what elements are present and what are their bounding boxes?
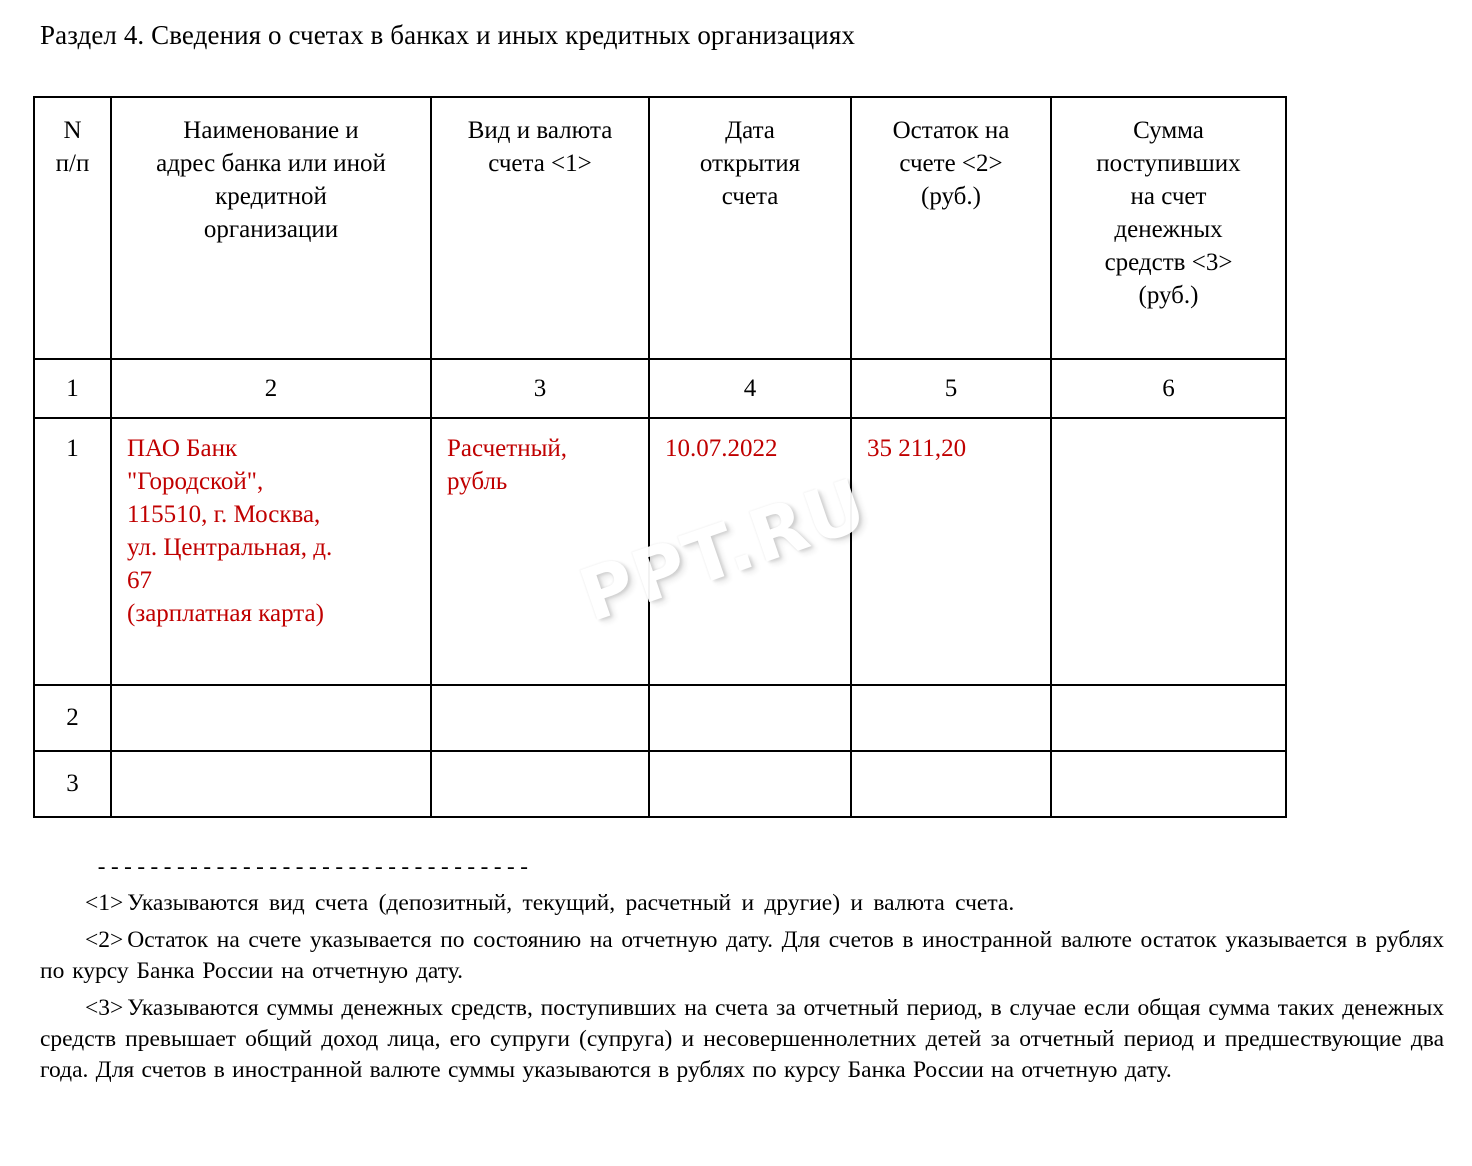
row-date-value	[650, 686, 850, 699]
header-balance-line: счете <2>	[899, 150, 1003, 177]
row-bank-cell[interactable]	[111, 418, 431, 685]
column-number-5: 5	[851, 359, 1051, 418]
cell-text-line: 115510, г. Москва,	[127, 501, 321, 528]
row-bank-cell[interactable]	[111, 751, 431, 817]
row-bank-cell[interactable]	[111, 685, 431, 751]
column-number-6: 6	[1051, 359, 1286, 418]
header-number-lines	[35, 98, 110, 180]
row-income-cell[interactable]	[1051, 685, 1286, 751]
table-column-numbers-row	[34, 359, 1286, 418]
header-income-line: (руб.)	[1138, 282, 1199, 309]
row-kind-value	[432, 686, 648, 699]
cell-text-line: Расчетный,	[447, 435, 567, 462]
row-income-cell[interactable]	[1051, 751, 1286, 817]
row-balance-cell[interactable]	[851, 418, 1051, 685]
footnotes-block	[40, 856, 1444, 1086]
cell-text-line: "Городской",	[127, 468, 264, 495]
row-index-value: 1	[66, 435, 79, 462]
row-index-cell	[34, 418, 111, 685]
header-date-line: Дата	[725, 117, 775, 144]
header-cell-balance	[851, 97, 1051, 359]
row-balance-cell[interactable]	[851, 751, 1051, 817]
row-bank-value	[112, 686, 430, 699]
footnote-1	[40, 888, 1444, 919]
header-date-line: счета	[721, 183, 779, 210]
footnote-3-text: Указываются суммы денежных средств, поступивших на счета за отчетный период, в случае если общая сумма таких денежных средств превышает общий доход лица, его супруги (супруга) и несовершеннолетних детей за отчетный период и предшествующие два года. Для счетов в иностранной валюте суммы указываются в рублях по курсу Банка России на отчетную дату.	[40, 995, 1444, 1083]
header-income-line: денежных	[1114, 216, 1223, 243]
cell-text-line: ул. Центральная, д.	[127, 534, 333, 561]
footnote-2	[40, 925, 1444, 987]
header-bank-line: организации	[203, 216, 339, 243]
cell-text-line: 10.07.2022	[665, 435, 778, 462]
header-bank-line: Наименование и	[183, 117, 359, 144]
page-title: Раздел 4. Сведения о счетах в банках и иных кредитных организациях	[40, 20, 855, 50]
table-row[interactable]	[34, 685, 1286, 751]
footnote-3	[40, 993, 1444, 1086]
row-kind-cell[interactable]	[431, 751, 649, 817]
row-income-cell[interactable]	[1051, 418, 1286, 685]
header-number-line: п/п	[55, 150, 90, 177]
row-index-value: 2	[66, 704, 79, 731]
row-index-cell	[34, 685, 111, 751]
row-income-value	[1052, 686, 1285, 699]
header-income-line: поступивших	[1096, 150, 1241, 177]
watermark: PPT.RU	[569, 461, 878, 639]
row-kind-cell[interactable]	[431, 685, 649, 751]
header-cell-number	[34, 97, 111, 359]
header-bank-lines	[112, 98, 430, 246]
footnote-3-mark: <3>	[85, 995, 124, 1021]
column-number-4: 4	[649, 359, 851, 418]
footnote-divider: ---------------------------------	[95, 856, 531, 881]
row-date-cell[interactable]	[649, 751, 851, 817]
header-cell-account-kind	[431, 97, 649, 359]
header-balance-line: Остаток на	[892, 117, 1010, 144]
header-balance-lines	[852, 98, 1050, 213]
row-balance-value	[852, 752, 1050, 765]
header-income-line: средств <3>	[1104, 249, 1233, 276]
row-kind-value	[432, 419, 648, 498]
row-date-cell[interactable]	[649, 418, 851, 685]
cell-text-line: рубль	[447, 468, 508, 495]
row-date-cell[interactable]	[649, 685, 851, 751]
row-bank-value	[112, 752, 430, 765]
footnote-2-mark: <2>	[85, 927, 124, 953]
cell-text-line: 67	[127, 567, 152, 594]
header-bank-line: адрес банка или иной	[156, 150, 386, 177]
header-number-line: N	[63, 117, 82, 144]
column-number-1: 1	[34, 359, 111, 418]
header-income-line: на счет	[1130, 183, 1207, 210]
row-index-cell	[34, 751, 111, 817]
header-cell-incoming-sum	[1051, 97, 1286, 359]
header-date-line: открытия	[699, 150, 801, 177]
header-cell-open-date	[649, 97, 851, 359]
header-balance-line: (руб.)	[921, 183, 981, 210]
cell-text-line: 35 211,20	[867, 435, 967, 462]
header-kind-line: Вид и валюта	[467, 117, 613, 144]
row-balance-value	[852, 686, 1050, 699]
header-date-lines	[650, 98, 850, 213]
row-income-value	[1052, 419, 1285, 432]
table-header-row	[34, 97, 1286, 359]
footnote-2-text: Остаток на счете указывается по состоянию на отчетную дату. Для счетов в иностранной валюте остаток указывается в рублях по курсу Банка России на отчетную дату.	[40, 927, 1444, 984]
cell-text-line: ПАО Банк	[127, 435, 238, 462]
column-number-3: 3	[431, 359, 649, 418]
row-index-value: 3	[66, 770, 79, 797]
row-balance-value	[852, 419, 1050, 465]
row-bank-value	[112, 419, 430, 630]
row-balance-cell[interactable]	[851, 685, 1051, 751]
row-kind-value	[432, 752, 648, 765]
header-cell-bank	[111, 97, 431, 359]
table-row[interactable]	[34, 418, 1286, 685]
footnote-1-text: Указываются вид счета (депозитный, текущий, расчетный и другие) и валюта счета.	[127, 890, 1015, 916]
row-date-value	[650, 419, 850, 465]
bank-accounts-table	[33, 96, 1287, 818]
header-income-lines	[1052, 98, 1285, 312]
footnote-1-mark: <1>	[85, 890, 124, 916]
column-number-2: 2	[111, 359, 431, 418]
row-kind-cell[interactable]	[431, 418, 649, 685]
header-bank-line: кредитной	[215, 183, 327, 210]
header-kind-line: счета <1>	[488, 150, 592, 177]
header-kind-lines	[432, 98, 648, 180]
cell-text-line: (зарплатная карта)	[127, 600, 324, 627]
row-income-value	[1052, 752, 1285, 765]
table-row[interactable]	[34, 751, 1286, 817]
header-income-line: Сумма	[1133, 117, 1204, 144]
row-date-value	[650, 752, 850, 765]
